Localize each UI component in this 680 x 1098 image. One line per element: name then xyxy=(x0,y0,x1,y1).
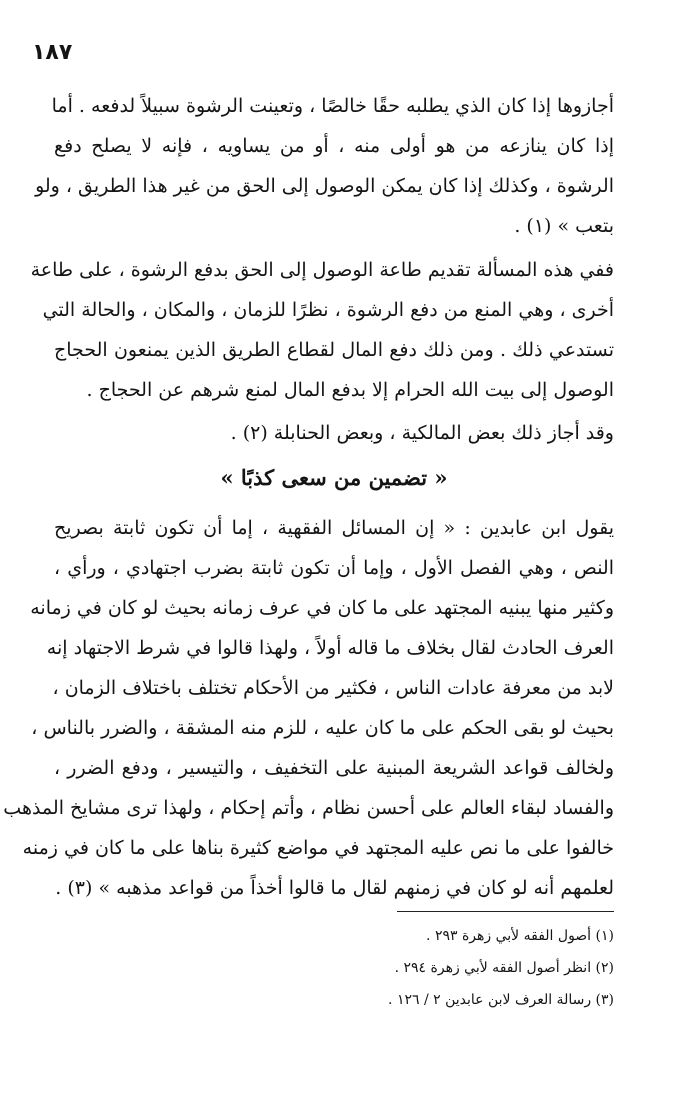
footnote: (٢) انظر أصول الفقه لأبي زهرة ٢٩٤ . xyxy=(394,960,614,976)
paragraph-3 xyxy=(54,413,614,453)
text-line: الوصول إلى بيت الله الحرام إلا بدفع المال لمنع شرهم عن الحجاج . xyxy=(86,379,614,401)
text-line: العرف الحادث لقال بخلاف ما قاله أولاً ، ولهذا قالوا في شرط الاجتهاد إنه xyxy=(46,637,614,659)
text-line: أخرى ، وهي المنع من دفع الرشوة ، نظرًا للزمان ، والمكان ، والحالة التي xyxy=(42,299,614,321)
text-line: النص ، وهي الفصل الأول ، وإما أن تكون ثابتة بضرب اجتهادي ، ورأي ، xyxy=(54,557,614,579)
text-line: والفساد لبقاء العالم على أحسن نظام ، وأتم إحكام ، ولهذا ترى مشايخ المذهب xyxy=(3,797,614,819)
text-line: ففي هذه المسألة تقديم طاعة الوصول إلى الحق بدفع الرشوة ، على طاعة xyxy=(30,259,614,281)
section-heading: « تضمين من سعى كذبًا » xyxy=(220,465,448,490)
paragraph-4 xyxy=(3,508,614,908)
text-line: خالفوا على ما نص عليه المجتهد في مواضع كثيرة بناها على ما كان في زمنه xyxy=(22,837,614,859)
paragraph-1 xyxy=(35,86,614,246)
footnotes xyxy=(200,920,614,1016)
page-number: ١٨٧ xyxy=(32,40,73,65)
footnote-separator xyxy=(397,911,614,912)
text-line: تستدعي ذلك . ومن ذلك دفع المال لقطاع الطريق الذين يمنعون الحجاج xyxy=(54,339,614,361)
text-line: لعلمهم أنه لو كان في زمنهم لقال ما قالوا أخذاً من قواعد مذهبه » (٣) . xyxy=(55,877,614,899)
text-line: يقول ابن عابدين : « إن المسائل الفقهية ، إما أن تكون ثابتة بصريح xyxy=(54,517,614,539)
text-line: وكثير منها يبنيه المجتهد على ما كان في عرف زمانه بحيث لو كان في زمانه xyxy=(30,597,614,619)
text-line: بحيث لو بقى الحكم على ما كان عليه ، للزم منه المشقة ، والضرر بالناس ، xyxy=(31,717,614,739)
text-line: ولخالف قواعد الشريعة المبنية على التخفيف ، والتيسير ، ودفع الضرر ، xyxy=(54,757,614,779)
text-line: إذا كان ينازعه من هو أولى منه ، أو من يساويه ، فإنه لا يصلح دفع xyxy=(54,135,614,157)
footnote: (٣) رسالة العرف لابن عابدين ٢ / ١٢٦ . xyxy=(388,992,614,1008)
text-line: لابد من معرفة عادات الناس ، فكثير من الأحكام تختلف باختلاف الزمان ، xyxy=(52,677,614,699)
footnote: (١) أصول الفقه لأبي زهرة ٢٩٣ . xyxy=(426,928,614,944)
text-line: الرشوة ، وكذلك إذا كان يمكن الوصول إلى الحق من غير هذا الطريق ، ولو xyxy=(35,175,614,197)
text-line: وقد أجاز ذلك بعض المالكية ، وبعض الحنابلة (٢) . xyxy=(230,422,614,444)
text-line: أجازوها إذا كان الذي يطلبه حقًا خالصًا ، وتعينت الرشوة سبيلاً لدفعه . أما xyxy=(51,95,614,117)
text-line: بتعب » (١) . xyxy=(514,215,614,237)
paragraph-2 xyxy=(30,250,614,410)
